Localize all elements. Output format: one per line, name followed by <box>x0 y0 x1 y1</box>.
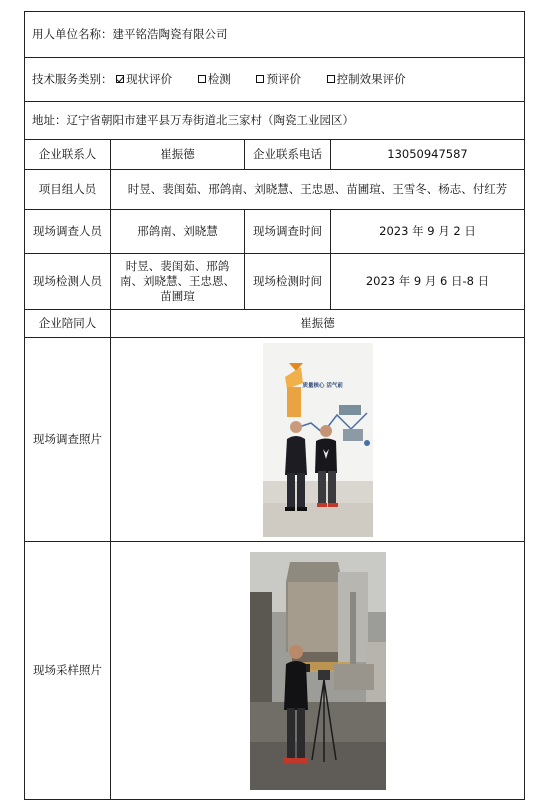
checkbox-empty-icon[interactable] <box>198 75 206 83</box>
survey-time-label: 现场调查时间 <box>245 210 331 254</box>
contact-person-value: 崔振德 <box>111 140 245 170</box>
detect-time-label: 现场检测时间 <box>245 254 331 310</box>
detect-time-value: 2023 年 9 月 6 日-8 日 <box>331 254 525 310</box>
record-table <box>24 11 525 800</box>
survey-row <box>25 210 525 254</box>
contact-phone-value: 13050947587 <box>331 140 525 170</box>
survey-staff-value: 邢鸽南、刘晓慧 <box>111 210 245 254</box>
sampling-photo-image <box>250 552 386 790</box>
option-label: 预评价 <box>266 72 301 86</box>
record-sheet <box>24 11 524 800</box>
survey-staff-label: 现场调查人员 <box>25 210 111 254</box>
contact-row <box>25 140 525 170</box>
wall-slogan: 质量核心 活气前 <box>302 382 343 389</box>
checkbox-empty-icon[interactable] <box>327 75 335 83</box>
address-value: 辽宁省朝阳市建平县万寿街道北三家村（陶瓷工业园区） <box>66 113 354 127</box>
address-label: 地址： <box>32 113 67 127</box>
escort-label: 企业陪同人 <box>25 310 111 338</box>
option-label: 现状评价 <box>126 72 173 86</box>
survey-time-value: 2023 年 9 月 2 日 <box>331 210 525 254</box>
detect-staff-label: 现场检测人员 <box>25 254 111 310</box>
escort-value: 崔振德 <box>111 310 525 338</box>
team-row <box>25 170 525 210</box>
option-control-effect-evaluation[interactable] <box>327 72 406 86</box>
unit-value: 建平铭浩陶瓷有限公司 <box>112 27 228 41</box>
service-cell <box>25 58 525 102</box>
team-label: 项目组人员 <box>25 170 111 210</box>
service-label: 技术服务类别： <box>32 72 113 86</box>
option-label: 检测 <box>207 72 231 86</box>
address-cell <box>25 102 525 140</box>
survey-photo-row <box>25 338 525 542</box>
address-row <box>25 102 525 140</box>
contact-person-label: 企业联系人 <box>25 140 111 170</box>
unit-row <box>25 12 525 58</box>
detect-staff-value: 时昱、裴闺茹、邢鸽南、刘晓慧、王忠恩、苗圃瑄 <box>111 254 245 310</box>
escort-row <box>25 310 525 338</box>
option-pre-evaluation[interactable] <box>256 72 301 86</box>
service-row <box>25 58 525 102</box>
sampling-photo-cell <box>111 542 525 800</box>
sampling-photo-label: 现场采样照片 <box>25 542 111 800</box>
unit-cell <box>25 12 525 58</box>
contact-phone-label: 企业联系电话 <box>245 140 331 170</box>
survey-photo-image <box>263 343 373 537</box>
survey-photo-cell <box>111 338 525 542</box>
option-detection[interactable] <box>198 72 231 86</box>
option-label: 控制效果评价 <box>336 72 406 86</box>
survey-photo-label: 现场调查照片 <box>25 338 111 542</box>
checkbox-checked-icon[interactable] <box>116 75 124 83</box>
sampling-photo <box>250 552 386 790</box>
survey-photo <box>263 343 373 537</box>
detect-row <box>25 254 525 310</box>
option-status-evaluation[interactable] <box>116 72 172 86</box>
sampling-photo-row <box>25 542 525 800</box>
checkbox-empty-icon[interactable] <box>256 75 264 83</box>
unit-label: 用人单位名称： <box>32 27 113 41</box>
team-value: 时昱、裴闺茹、邢鸽南、刘晓慧、王忠恩、苗圃瑄、王雪冬、杨志、付红芳 <box>111 170 525 210</box>
